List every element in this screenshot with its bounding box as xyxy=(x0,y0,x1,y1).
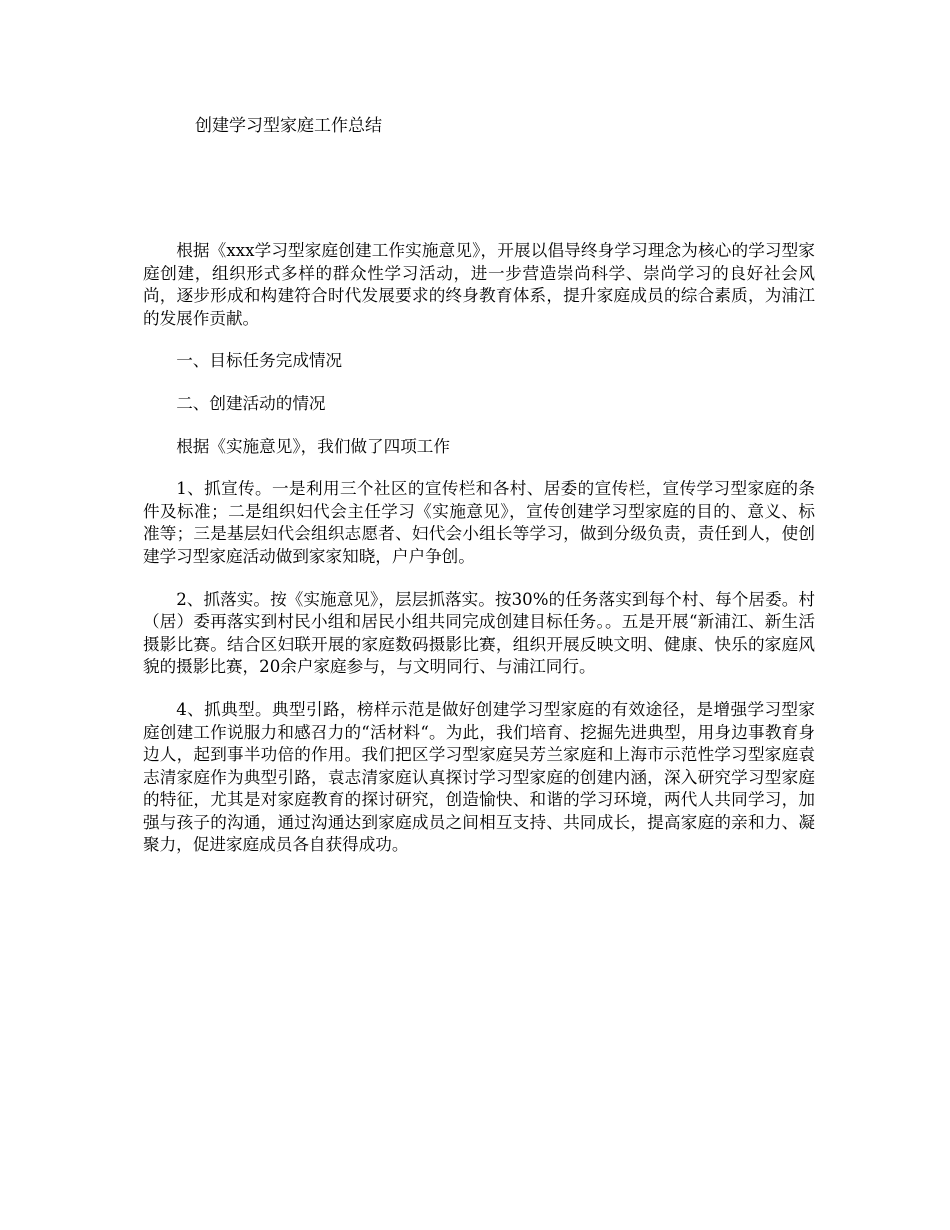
paragraph-four-tasks: 根据《实施意见》，我们做了四项工作 xyxy=(176,436,450,456)
document-body xyxy=(143,240,815,857)
paragraph-intro: 根据《xxx学习型家庭创建工作实施意见》，开展以倡导终身学习理念为核心的学习型家庭创建，组织形式多样的群众性学习活动，进一步营造崇尚科学、崇尚学习的良好社会风尚，逐步形成和构建符合时代发展要求的终身教育体系，提升家庭成员的综合素质，为浦江的发展作贡献。 xyxy=(143,241,815,328)
heading-goal-completion: 一、目标任务完成情况 xyxy=(176,351,343,371)
document-title: 创建学习型家庭工作总结 xyxy=(195,116,382,136)
paragraph-implementation: 2、抓落实。按《实施意见》，层层抓落实。按30%的任务落实到每个村、每个居委。村（居）委再落实到村民小组和居民小组共同完成创建目标任务。。五是开展“新浦江、新生活摄影比赛。结合区妇联开展的家庭数码摄影比赛，组织开展反映文明、健康、快乐的家庭风貌的摄影比赛，20余户家庭参与，与文明同行、与浦江同行。 xyxy=(143,589,815,677)
paragraph-role-models: 4、抓典型。典型引路，榜样示范是做好创建学习型家庭的有效途径，是增强学习型家庭创建工作说服力和感召力的“活材料“。为此，我们培育、挖掘先进典型，用身边事教育身边人，起到事半功倍的作用。我们把区学习型家庭吴芳兰家庭和上海市示范性学习型家庭袁志清家庭作为典型引路，袁志清家庭认真探讨学习型家庭的创建内涵，深入研究学习型家庭的特征，尤其是对家庭教育的探讨研究，创造愉快、和谐的学习环境，两代人共同学习，加强与孩子的沟通，通过沟通达到家庭成员之间相互支持、共同成长，提高家庭的亲和力、凝聚力，促进家庭成员各自获得成功。 xyxy=(143,699,815,855)
paragraph-publicity: 1、抓宣传。一是利用三个社区的宣传栏和各村、居委的宣传栏，宣传学习型家庭的条件及标准；二是组织妇代会主任学习《实施意见》，宣传创建学习型家庭的目的、意义、标准等；三是基层妇代会组织志愿者、妇代会小组长等学习，做到分级负责，责任到人，使创建学习型家庭活动做到家家知晓，户户争创。 xyxy=(143,479,815,566)
heading-activities: 二、创建活动的情况 xyxy=(176,393,326,413)
